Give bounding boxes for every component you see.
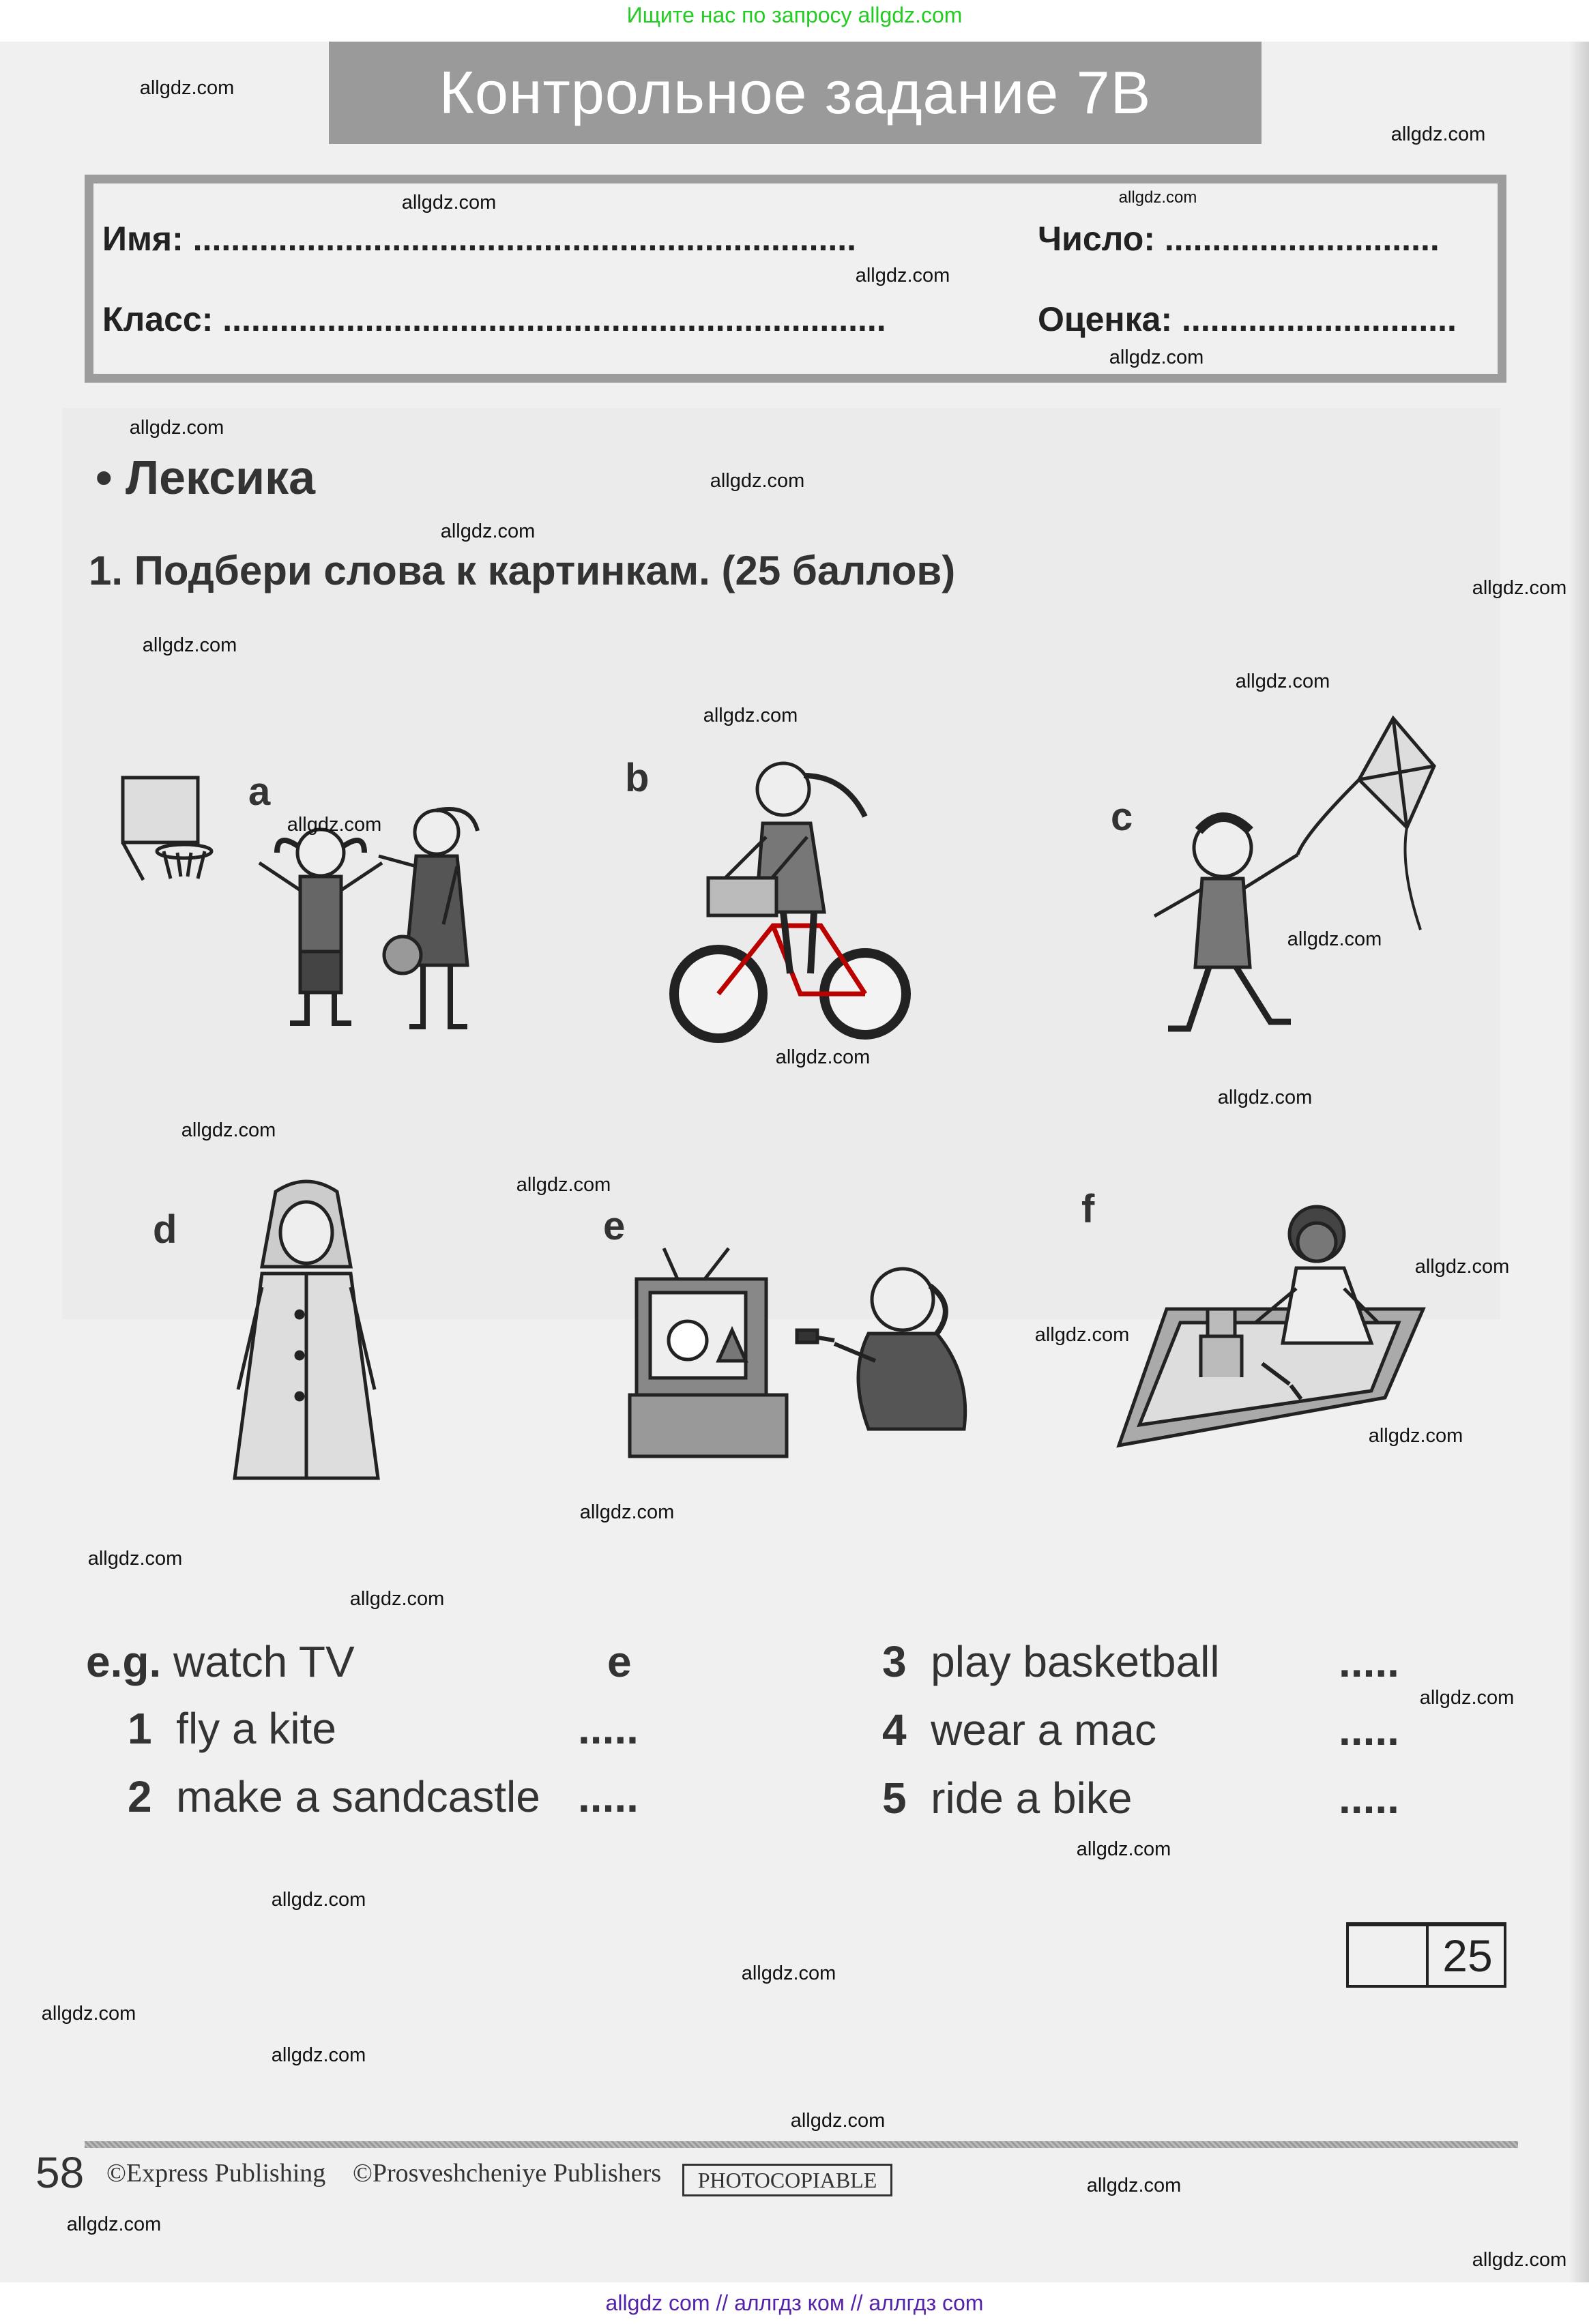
watermark: allgdz.com bbox=[855, 265, 950, 287]
picture-c-kite bbox=[1134, 711, 1453, 1068]
watermark: allgdz.com bbox=[181, 1119, 276, 1142]
watermark: allgdz.com bbox=[1118, 188, 1197, 207]
item-number: e.g. bbox=[86, 1637, 162, 1686]
item-text: ride a bike bbox=[931, 1774, 1133, 1823]
publisher-prosveshcheniye: ©Prosveshcheniye Publishers bbox=[353, 2159, 662, 2188]
watermark: allgdz.com bbox=[516, 1174, 611, 1196]
name-label: Имя: bbox=[102, 220, 184, 258]
watermark: allgdz.com bbox=[1390, 123, 1486, 146]
page-title: Контрольное задание 7B bbox=[439, 59, 1152, 126]
watermark: allgdz.com bbox=[271, 1889, 366, 1911]
item-text: make a sandcastle bbox=[176, 1772, 540, 1821]
item-text: watch TV bbox=[173, 1637, 355, 1686]
item-number: 2 bbox=[128, 1772, 152, 1821]
score-box bbox=[1346, 1922, 1506, 1988]
score-max: 25 bbox=[1442, 1930, 1493, 1981]
watermark: allgdz.com bbox=[579, 1501, 675, 1524]
date-dots: ............................. bbox=[1164, 220, 1440, 258]
watermark: allgdz.com bbox=[1235, 671, 1330, 693]
watermark: allgdz.com bbox=[87, 1548, 183, 1570]
picture-letter-c: c bbox=[1111, 795, 1133, 839]
watermark: allgdz.com bbox=[129, 417, 224, 439]
picture-letter-b: b bbox=[625, 756, 650, 800]
picture-letter-e: e bbox=[603, 1204, 626, 1248]
date-label: Число: bbox=[1038, 220, 1155, 258]
answer-blank-4[interactable]: ..... bbox=[1339, 1705, 1399, 1754]
item-2 bbox=[128, 1772, 540, 1823]
score-earned[interactable] bbox=[1349, 1926, 1426, 1985]
watermark: allgdz.com bbox=[142, 634, 237, 657]
watermark: allgdz.com bbox=[1472, 577, 1567, 600]
watermark: allgdz.com bbox=[1419, 1687, 1515, 1709]
item-number: 1 bbox=[128, 1704, 152, 1753]
watermark: allgdz.com bbox=[1076, 1838, 1171, 1861]
page-number: 58 bbox=[35, 2148, 85, 2197]
picture-letter-d: d bbox=[153, 1207, 177, 1252]
watermark: allgdz.com bbox=[1414, 1256, 1510, 1278]
watermark: allgdz.com bbox=[440, 520, 536, 543]
student-info-box bbox=[85, 175, 1506, 383]
picture-b-bike bbox=[667, 748, 912, 1053]
watermark: allgdz.com bbox=[349, 1588, 445, 1610]
bullet: • bbox=[96, 451, 113, 504]
class-label: Класс: bbox=[102, 300, 214, 338]
watermark: allgdz.com bbox=[1368, 1425, 1463, 1447]
watermark: allgdz.com bbox=[66, 2213, 162, 2236]
watermark: allgdz.com bbox=[41, 2003, 136, 2025]
watermark: allgdz.com bbox=[287, 814, 382, 836]
watermark: allgdz.com bbox=[1034, 1324, 1130, 1347]
publisher-express: ©Express Publishing bbox=[106, 2159, 326, 2188]
class-dots: ...................................................................... bbox=[222, 300, 886, 338]
answer-blank-5[interactable]: ..... bbox=[1339, 1774, 1399, 1823]
grade-field[interactable] bbox=[1038, 300, 1474, 340]
bottom-banner-link[interactable]: allgdz com // аллгдз ком // аллгдз com bbox=[605, 2291, 984, 2315]
watermark: allgdz.com bbox=[775, 1046, 871, 1069]
item-text: play basketball bbox=[931, 1637, 1220, 1686]
watermark: allgdz.com bbox=[271, 2044, 366, 2067]
answer-blank-1[interactable]: ..... bbox=[578, 1704, 639, 1753]
footer-rule bbox=[85, 2141, 1518, 2148]
item-number: 4 bbox=[882, 1705, 907, 1754]
example-answer: e bbox=[607, 1637, 632, 1686]
watermark: allgdz.com bbox=[1472, 2249, 1567, 2271]
section-heading bbox=[96, 450, 315, 505]
item-text: wear a mac bbox=[931, 1705, 1156, 1754]
watermark: allgdz.com bbox=[1217, 1087, 1313, 1109]
date-field[interactable] bbox=[1038, 220, 1474, 259]
watermark: allgdz.com bbox=[703, 705, 798, 727]
name-field[interactable] bbox=[102, 220, 982, 259]
watermark: allgdz.com bbox=[1086, 2175, 1182, 2197]
class-field[interactable] bbox=[102, 300, 982, 340]
item-text: fly a kite bbox=[176, 1704, 336, 1753]
watermark: allgdz.com bbox=[401, 192, 497, 214]
picture-e-tv bbox=[630, 1245, 972, 1460]
watermark: allgdz.com bbox=[1287, 928, 1382, 951]
watermark: allgdz.com bbox=[790, 2110, 886, 2132]
exercise-title: 1. Подбери слова к картинкам. (25 баллов) bbox=[89, 548, 956, 593]
picture-d-mac bbox=[207, 1178, 408, 1490]
page-edge-shadow bbox=[1569, 42, 1589, 2282]
title-banner bbox=[329, 42, 1262, 144]
example-item bbox=[86, 1637, 355, 1688]
item-5 bbox=[882, 1774, 1132, 1824]
watermark: allgdz.com bbox=[741, 1962, 836, 1985]
item-1 bbox=[128, 1704, 336, 1754]
top-banner-link[interactable]: Ищите нас по запросу allgdz.com bbox=[626, 3, 963, 27]
picture-letter-a: a bbox=[248, 769, 271, 814]
score-divider bbox=[1426, 1926, 1429, 1985]
name-dots: ...................................................................... bbox=[192, 220, 857, 258]
grade-dots: ............................. bbox=[1182, 300, 1457, 338]
grade-label: Оценка: bbox=[1038, 300, 1173, 338]
watermark: allgdz.com bbox=[1109, 347, 1204, 369]
answer-blank-3[interactable]: ..... bbox=[1339, 1637, 1399, 1686]
photocopiable-badge: PHOTOCOPIABLE bbox=[682, 2164, 892, 2196]
answer-blank-2[interactable]: ..... bbox=[578, 1772, 639, 1821]
picture-letter-f: f bbox=[1081, 1187, 1095, 1231]
picture-f-sandcastle bbox=[1112, 1193, 1423, 1445]
item-number: 5 bbox=[882, 1774, 907, 1823]
watermark: allgdz.com bbox=[710, 470, 805, 492]
item-3 bbox=[882, 1637, 1220, 1688]
item-4 bbox=[882, 1705, 1156, 1756]
section-title: Лексика bbox=[125, 451, 316, 504]
item-number: 3 bbox=[882, 1637, 907, 1686]
watermark: allgdz.com bbox=[139, 77, 235, 100]
